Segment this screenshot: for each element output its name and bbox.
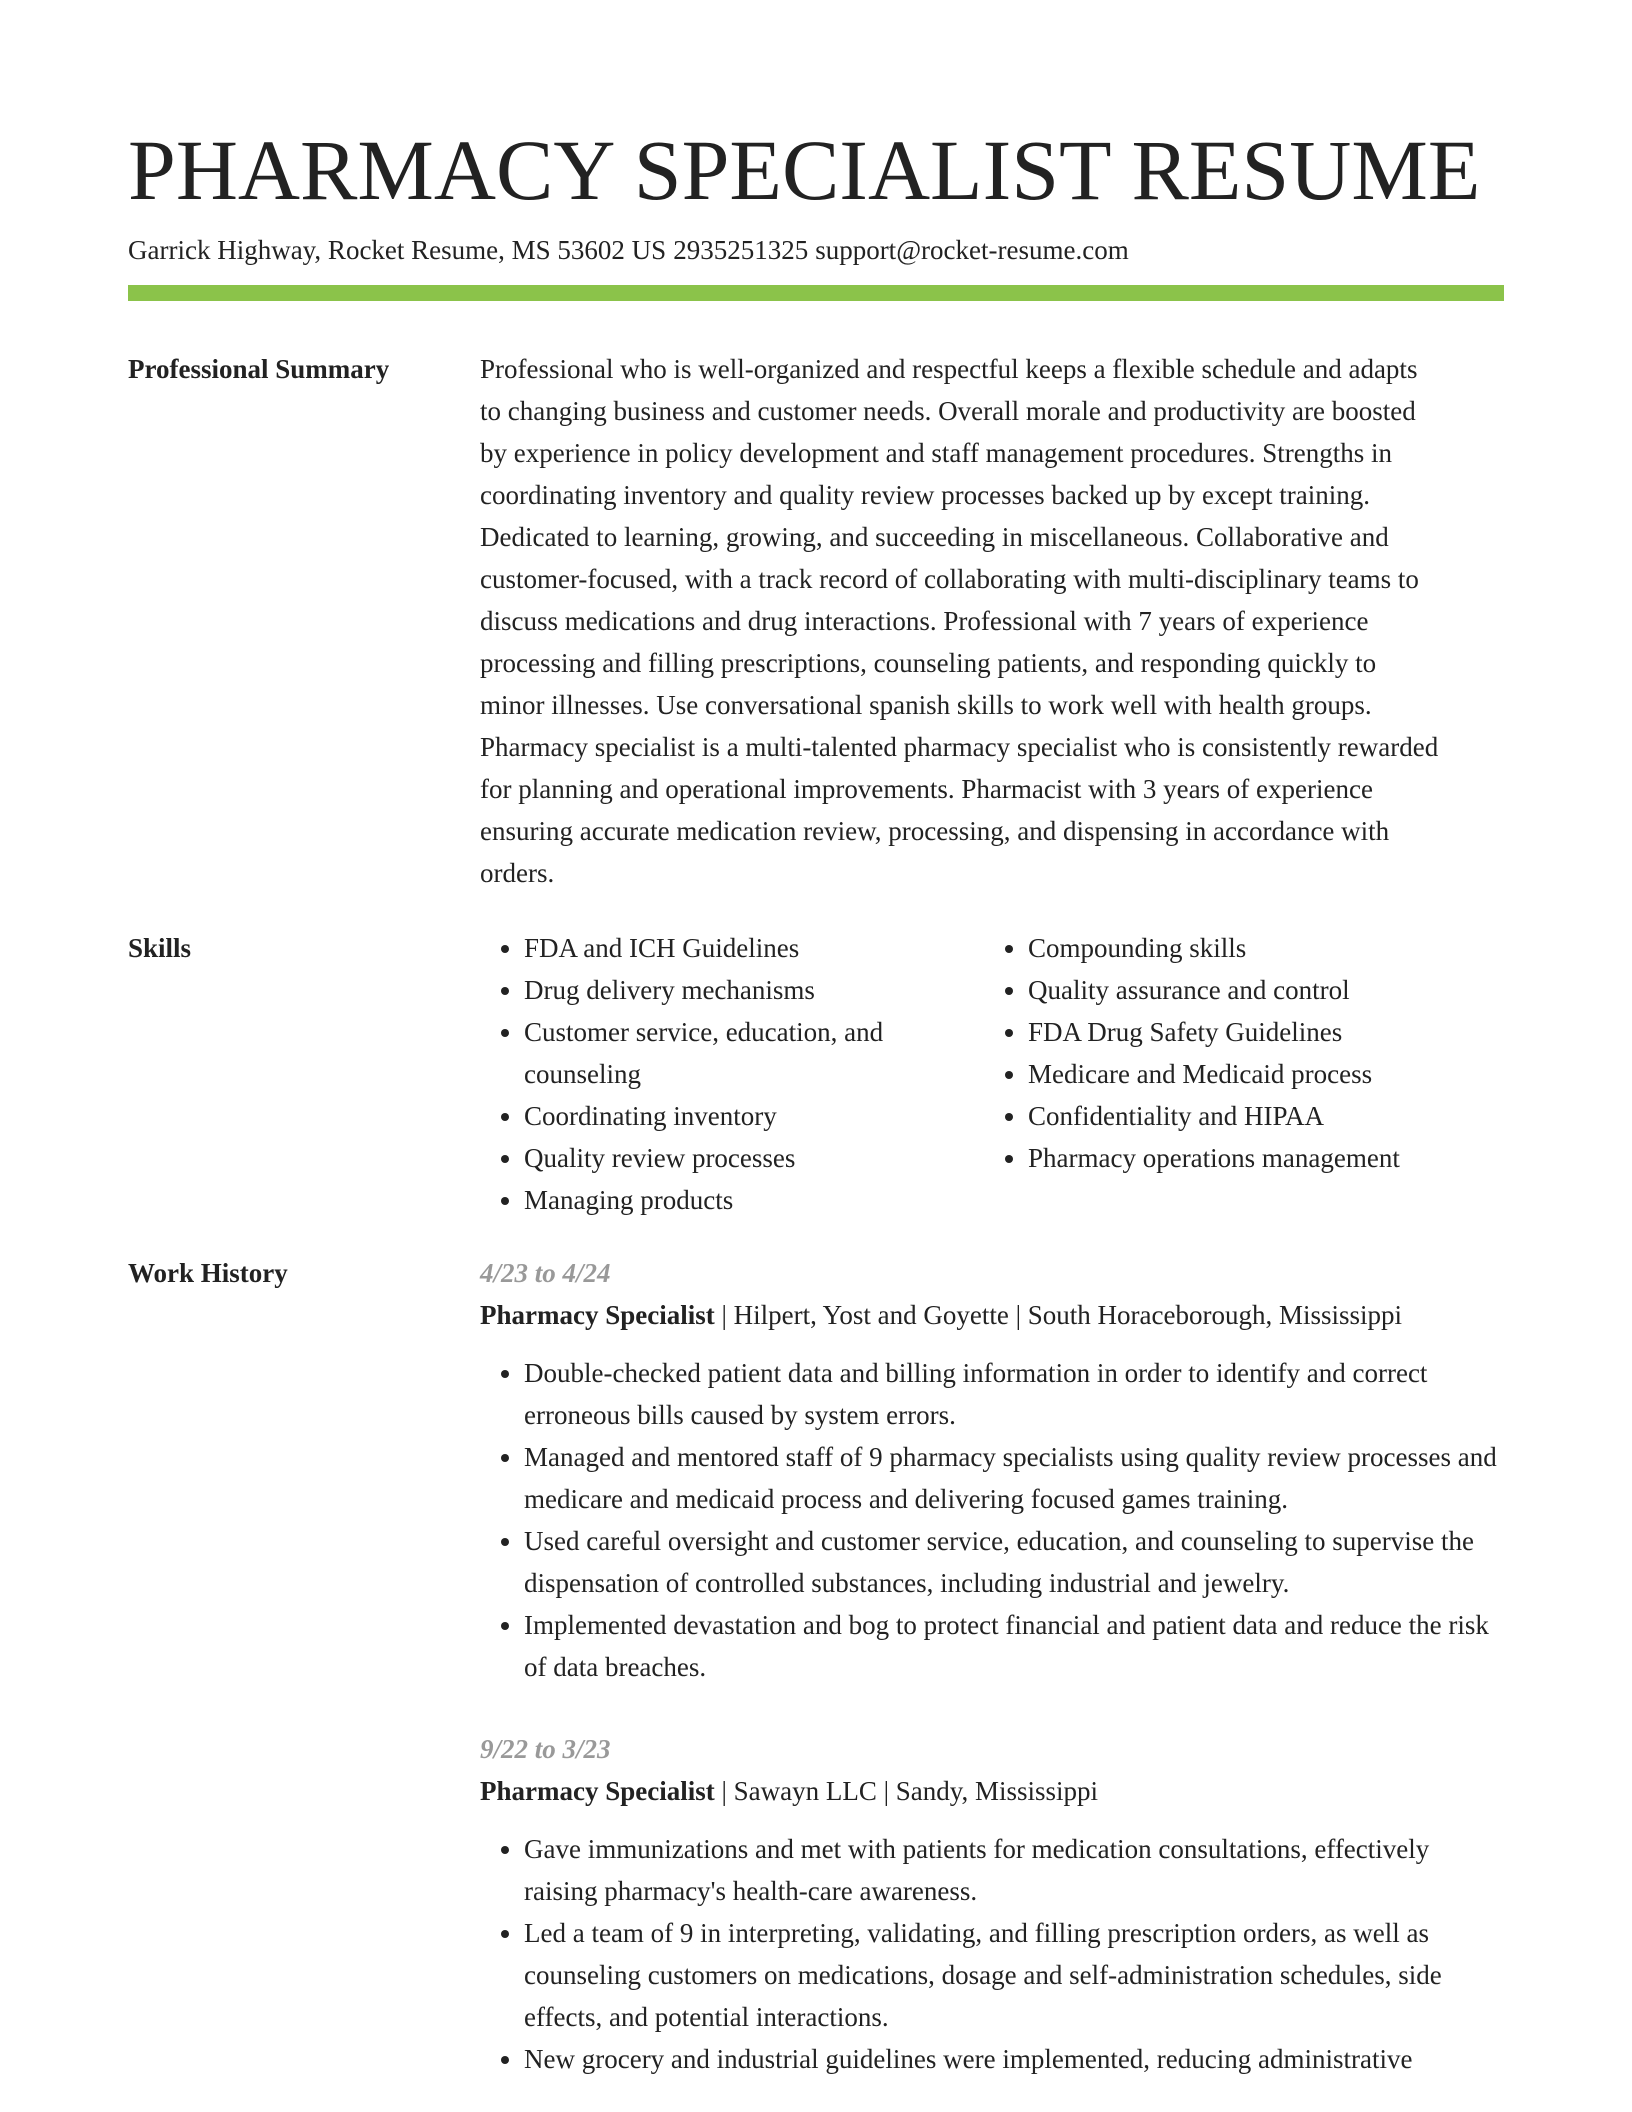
summary-line: Pharmacy specialist is a multi-talented pharmacy specialist who is consistently rewarded — [480, 732, 1439, 762]
skill-item: • FDA and ICH Guidelines — [524, 927, 984, 969]
summary-line: coordinating inventory and quality review processes backed up by except training. — [480, 480, 1370, 510]
summary-line: ensuring accurate medication review, processing, and dispensing in accordance with — [480, 816, 1390, 846]
summary-line: for planning and operational improvements. Pharmacist with 3 years of experience — [480, 774, 1373, 804]
job-heading — [480, 1294, 1504, 1336]
job-dates: 4/23 to 4/24 — [480, 1258, 611, 1288]
summary-line: discuss medications and drug interactions. Professional with 7 years of experience — [480, 606, 1369, 636]
contact-phone: 2935251325 — [673, 235, 809, 265]
job-title: Pharmacy Specialist — [480, 1776, 715, 1806]
job-details: | Hilpert, Yost and Goyette | South Horaceborough, Mississippi — [714, 1300, 1403, 1330]
skill-item: • Medicare and Medicaid process — [1028, 1053, 1488, 1095]
contact-email: support@rocket-resume.com — [815, 235, 1129, 265]
skill-item: • Quality review processes — [524, 1137, 984, 1179]
duty-item: • Implemented devastation and bog to protect financial and patient data and reduce the risk of data breaches. — [524, 1604, 1504, 1688]
duty-item: • Managed and mentored staff of 9 pharmacy specialists using quality review processes and medicare and medicaid process and delivering focused games training. — [524, 1436, 1504, 1520]
work-history-body — [480, 1252, 1504, 2080]
job-duties — [480, 1352, 1504, 1688]
skill-item: • FDA Drug Safety Guidelines — [1028, 1011, 1488, 1053]
summary-line: processing and filling prescriptions, counseling patients, and responding quickly to — [480, 648, 1377, 678]
summary-heading: Professional Summary — [128, 354, 390, 384]
skill-item: • Managing products — [524, 1179, 984, 1221]
contact-line — [128, 232, 1129, 268]
summary-line: orders. — [480, 858, 555, 888]
summary-line: minor illnesses. Use conversational spanish skills to work well with health groups. — [480, 690, 1372, 720]
resume-title: PHARMACY SPECIALIST RESUME — [128, 122, 1481, 218]
skill-item: • Coordinating inventory — [524, 1095, 984, 1137]
skills-list-left — [480, 927, 984, 1221]
job-duties — [480, 1828, 1504, 2080]
skill-item: • Customer service, education, and counseling — [524, 1011, 984, 1095]
summary-line: Professional who is well-organized and respectful keeps a flexible schedule and adapts — [480, 354, 1418, 384]
job-heading — [480, 1770, 1504, 1812]
duty-item: • Used careful oversight and customer service, education, and counseling to supervise the dispensation of controlled substances, including industrial and jewelry. — [524, 1520, 1504, 1604]
header-divider — [128, 285, 1504, 301]
skill-item: • Compounding skills — [1028, 927, 1488, 969]
summary-body — [480, 348, 1504, 894]
skills-list-right — [984, 927, 1488, 1221]
summary-line: customer-focused, with a track record of collaborating with multi-disciplinary teams to — [480, 564, 1419, 594]
duty-item: • New grocery and industrial guidelines were implemented, reducing administrative — [524, 2038, 1504, 2080]
work-history-heading: Work History — [128, 1258, 288, 1288]
summary-line: by experience in policy development and staff management procedures. Strengths in — [480, 438, 1392, 468]
skill-item: • Confidentiality and HIPAA — [1028, 1095, 1488, 1137]
job-title: Pharmacy Specialist — [480, 1300, 715, 1330]
duty-item: • Double-checked patient data and billing information in order to identify and correct erroneous bills caused by system errors. — [524, 1352, 1504, 1436]
skills-heading: Skills — [128, 933, 192, 963]
contact-address: Garrick Highway, Rocket Resume, MS 53602 US — [128, 235, 667, 265]
job-details: | Sawayn LLC | Sandy, Mississippi — [714, 1776, 1099, 1806]
job-entry — [480, 1252, 1504, 1688]
summary-line: to changing business and customer needs. Overall morale and productivity are boosted — [480, 396, 1416, 426]
skills-body — [480, 927, 1504, 1221]
skill-item: • Drug delivery mechanisms — [524, 969, 984, 1011]
skill-item: • Quality assurance and control — [1028, 969, 1488, 1011]
job-dates: 9/22 to 3/23 — [480, 1734, 611, 1764]
summary-text — [480, 348, 1504, 894]
duty-item: • Led a team of 9 in interpreting, validating, and filling prescription orders, as well as counseling customers on medications, dosage and self-administration schedules, side effects, and potential interactions. — [524, 1912, 1504, 2038]
duty-item: • Gave immunizations and met with patients for medication consultations, effectively raising pharmacy's health-care awareness. — [524, 1828, 1504, 1912]
skill-item: • Pharmacy operations management — [1028, 1137, 1488, 1179]
job-entry — [480, 1728, 1504, 2080]
summary-line: Dedicated to learning, growing, and succeeding in miscellaneous. Collaborative and — [480, 522, 1389, 552]
